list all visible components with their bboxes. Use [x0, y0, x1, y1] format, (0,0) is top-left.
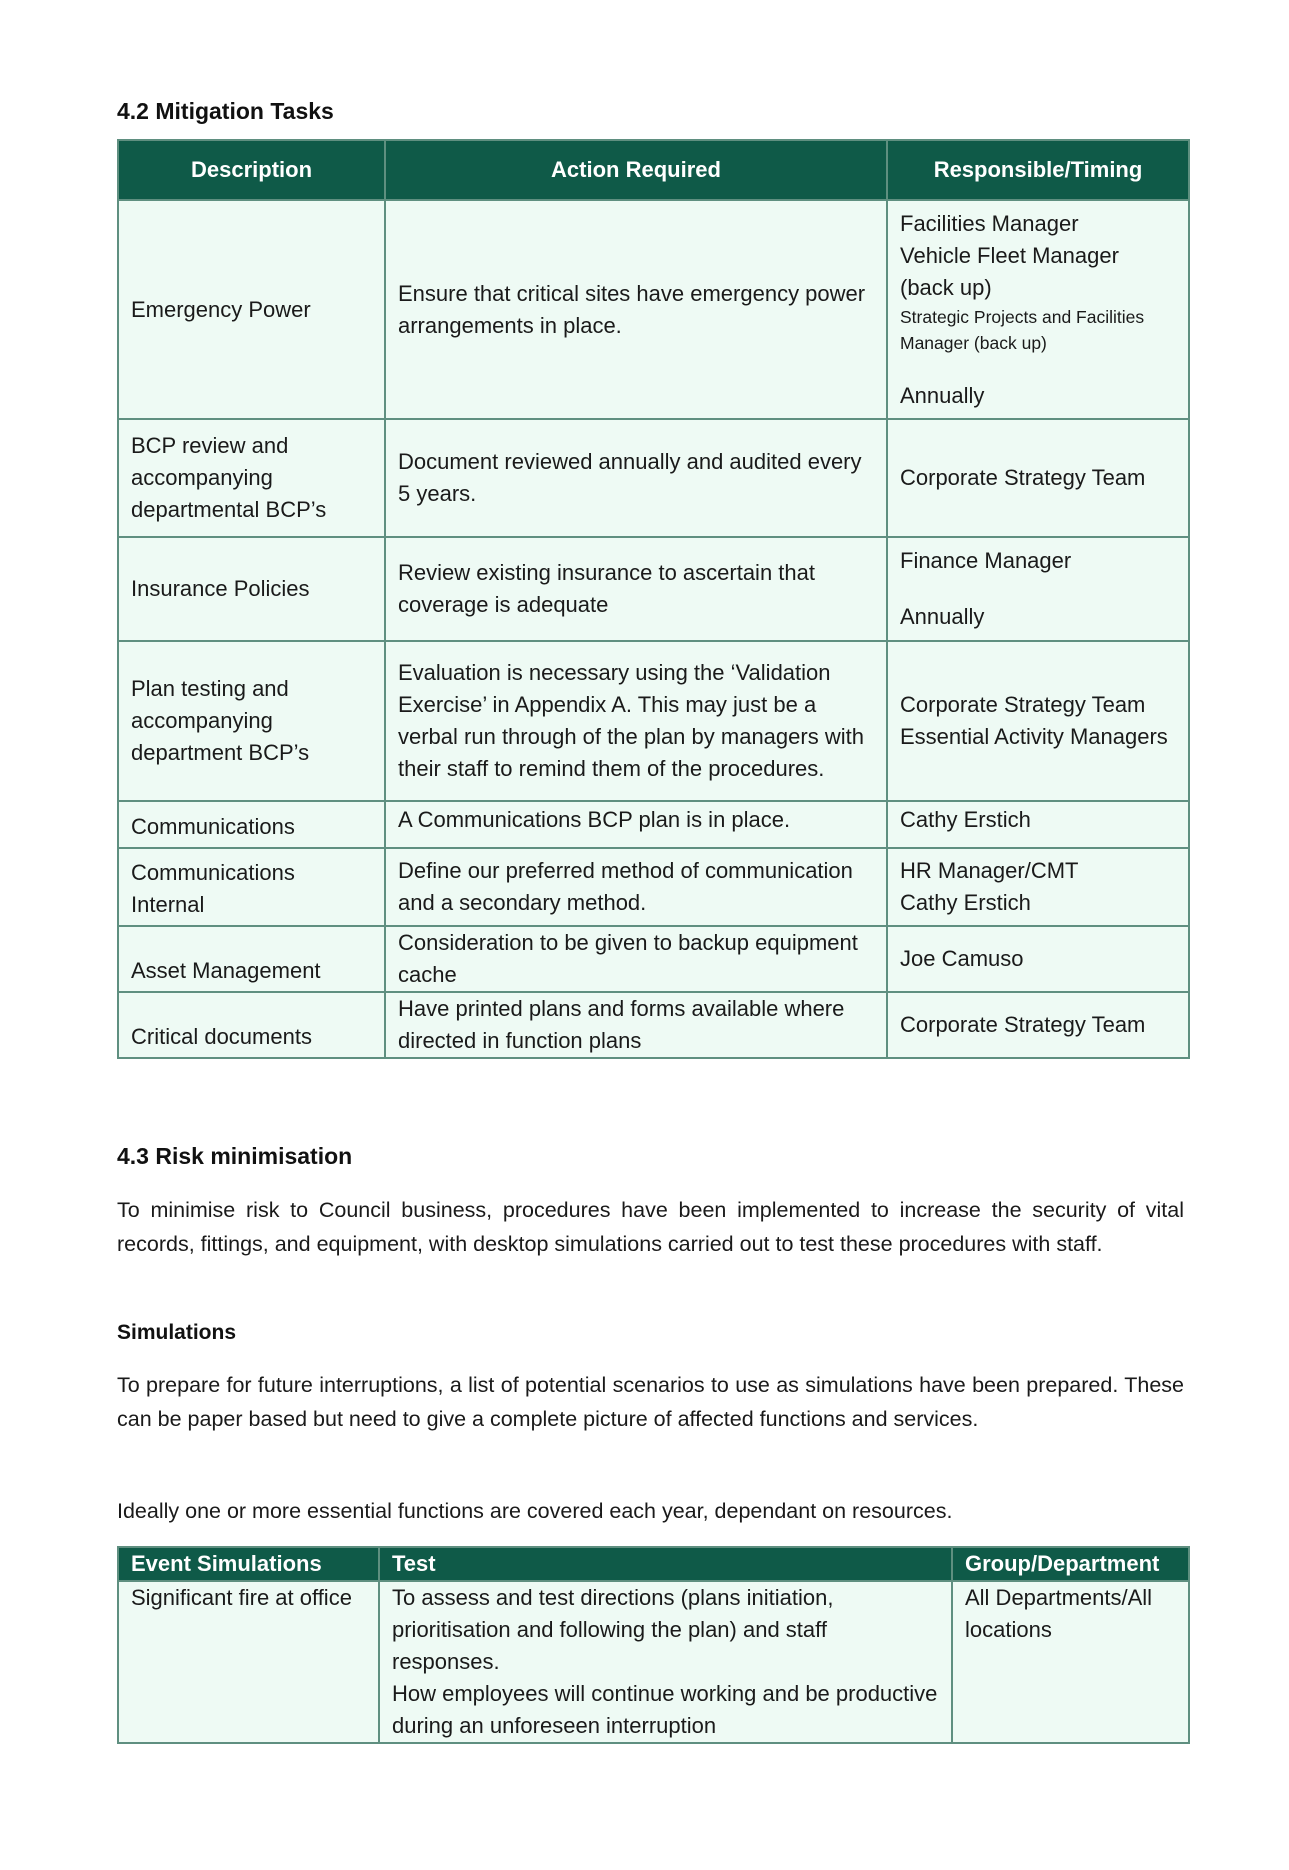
column-header-test: Test [379, 1547, 952, 1581]
table-row [118, 537, 1189, 641]
table-row [118, 1581, 1189, 1743]
table-row [118, 992, 1189, 1058]
section-heading-risk: 4.3 Risk minimisation [117, 1143, 353, 1169]
timing-text: Annually [900, 604, 985, 629]
responsible-line: Facilities Manager [900, 210, 1079, 236]
column-header-description: Description [118, 140, 385, 200]
cell-test [379, 1581, 952, 1743]
table-row [118, 641, 1189, 801]
table-row [118, 200, 1189, 419]
simulations-heading: Simulations [117, 1321, 237, 1344]
cell-description: Communications [118, 801, 385, 848]
ideal-paragraph: Ideally one or more essential functions are covered each year, dependant on resources. [117, 1499, 953, 1523]
cell-action: Have printed plans and forms available where directed in function plans [385, 992, 887, 1058]
cell-action: Ensure that critical sites have emergency power arrangements in place. [385, 200, 887, 419]
cell-description: Asset Management [118, 926, 385, 992]
test-text: To assess and test directions (plans initiation, prioritisation and following the plan) and staff responses. [392, 1585, 834, 1674]
event-simulations-table [117, 1546, 1190, 1744]
cell-group: All Departments/All locations [952, 1581, 1189, 1743]
cell-action: Evaluation is necessary using the ‘Validation Exercise’ in Appendix A. This may just be a verbal run through of the plan by managers with their staff to remind them of the procedures. [385, 641, 887, 801]
table-header-row [118, 1547, 1189, 1581]
responsible-line: Vehicle Fleet Manager [900, 242, 1119, 268]
responsible-note: Strategic Projects and Facilities Manager (back up) [900, 306, 1145, 353]
responsible-line: Cathy Erstich [900, 890, 1031, 915]
column-header-event: Event Simulations [118, 1547, 379, 1581]
cell-responsible [887, 200, 1189, 419]
cell-action: A Communications BCP plan is in place. [385, 801, 887, 848]
cell-description: Plan testing and accompanying department BCP’s [118, 641, 385, 801]
responsible-line: (back up) [900, 274, 992, 300]
cell-action: Document reviewed annually and audited every 5 years. [385, 419, 887, 537]
cell-description: Insurance Policies [118, 537, 385, 641]
cell-action: Consideration to be given to backup equipment cache [385, 926, 887, 992]
cell-action: Define our preferred method of communication and a secondary method. [385, 848, 887, 926]
column-header-group: Group/Department [952, 1547, 1189, 1581]
column-header-action: Action Required [385, 140, 887, 200]
cell-responsible: Cathy Erstich [887, 801, 1189, 848]
table-row [118, 848, 1189, 926]
cell-description: Emergency Power [118, 200, 385, 419]
cell-responsible: Joe Camuso [887, 926, 1189, 992]
table-header-row [118, 140, 1189, 200]
test-text: How employees will continue working and be productive during an unforeseen interruption [392, 1681, 938, 1738]
cell-responsible: Corporate Strategy Team [887, 992, 1189, 1058]
cell-responsible: Corporate Strategy Team Essential Activity Managers [887, 641, 1189, 801]
table-row [118, 926, 1189, 992]
cell-responsible [887, 537, 1189, 641]
column-header-responsible: Responsible/Timing [887, 140, 1189, 200]
section-heading-mitigation: 4.2 Mitigation Tasks [117, 98, 334, 124]
table-row [118, 801, 1189, 848]
cell-description: Communications Internal [118, 848, 385, 926]
cell-description: BCP review and accompanying departmental BCP’s [118, 419, 385, 537]
simulations-paragraph: To prepare for future interruptions, a list of potential scenarios to use as simulations have been prepared. These can be paper based but need to give a complete picture of affected functions and services. [117, 1373, 1184, 1431]
responsible-line: HR Manager/CMT [900, 858, 1079, 883]
cell-event: Significant fire at office [118, 1581, 379, 1743]
cell-action: Review existing insurance to ascertain that coverage is adequate [385, 537, 887, 641]
intro-paragraph: To minimise risk to Council business, procedures have been implemented to increase the security of vital records, fittings, and equipment, with desktop simulations carried out to test these procedures with staff. [117, 1198, 1184, 1256]
mitigation-tasks-table [117, 139, 1190, 1059]
timing-text: Annually [900, 382, 985, 408]
cell-responsible: Corporate Strategy Team [887, 419, 1189, 537]
table-row [118, 419, 1189, 537]
cell-description: Critical documents [118, 992, 385, 1058]
cell-responsible [887, 848, 1189, 926]
responsible-text: Finance Manager [900, 548, 1072, 573]
